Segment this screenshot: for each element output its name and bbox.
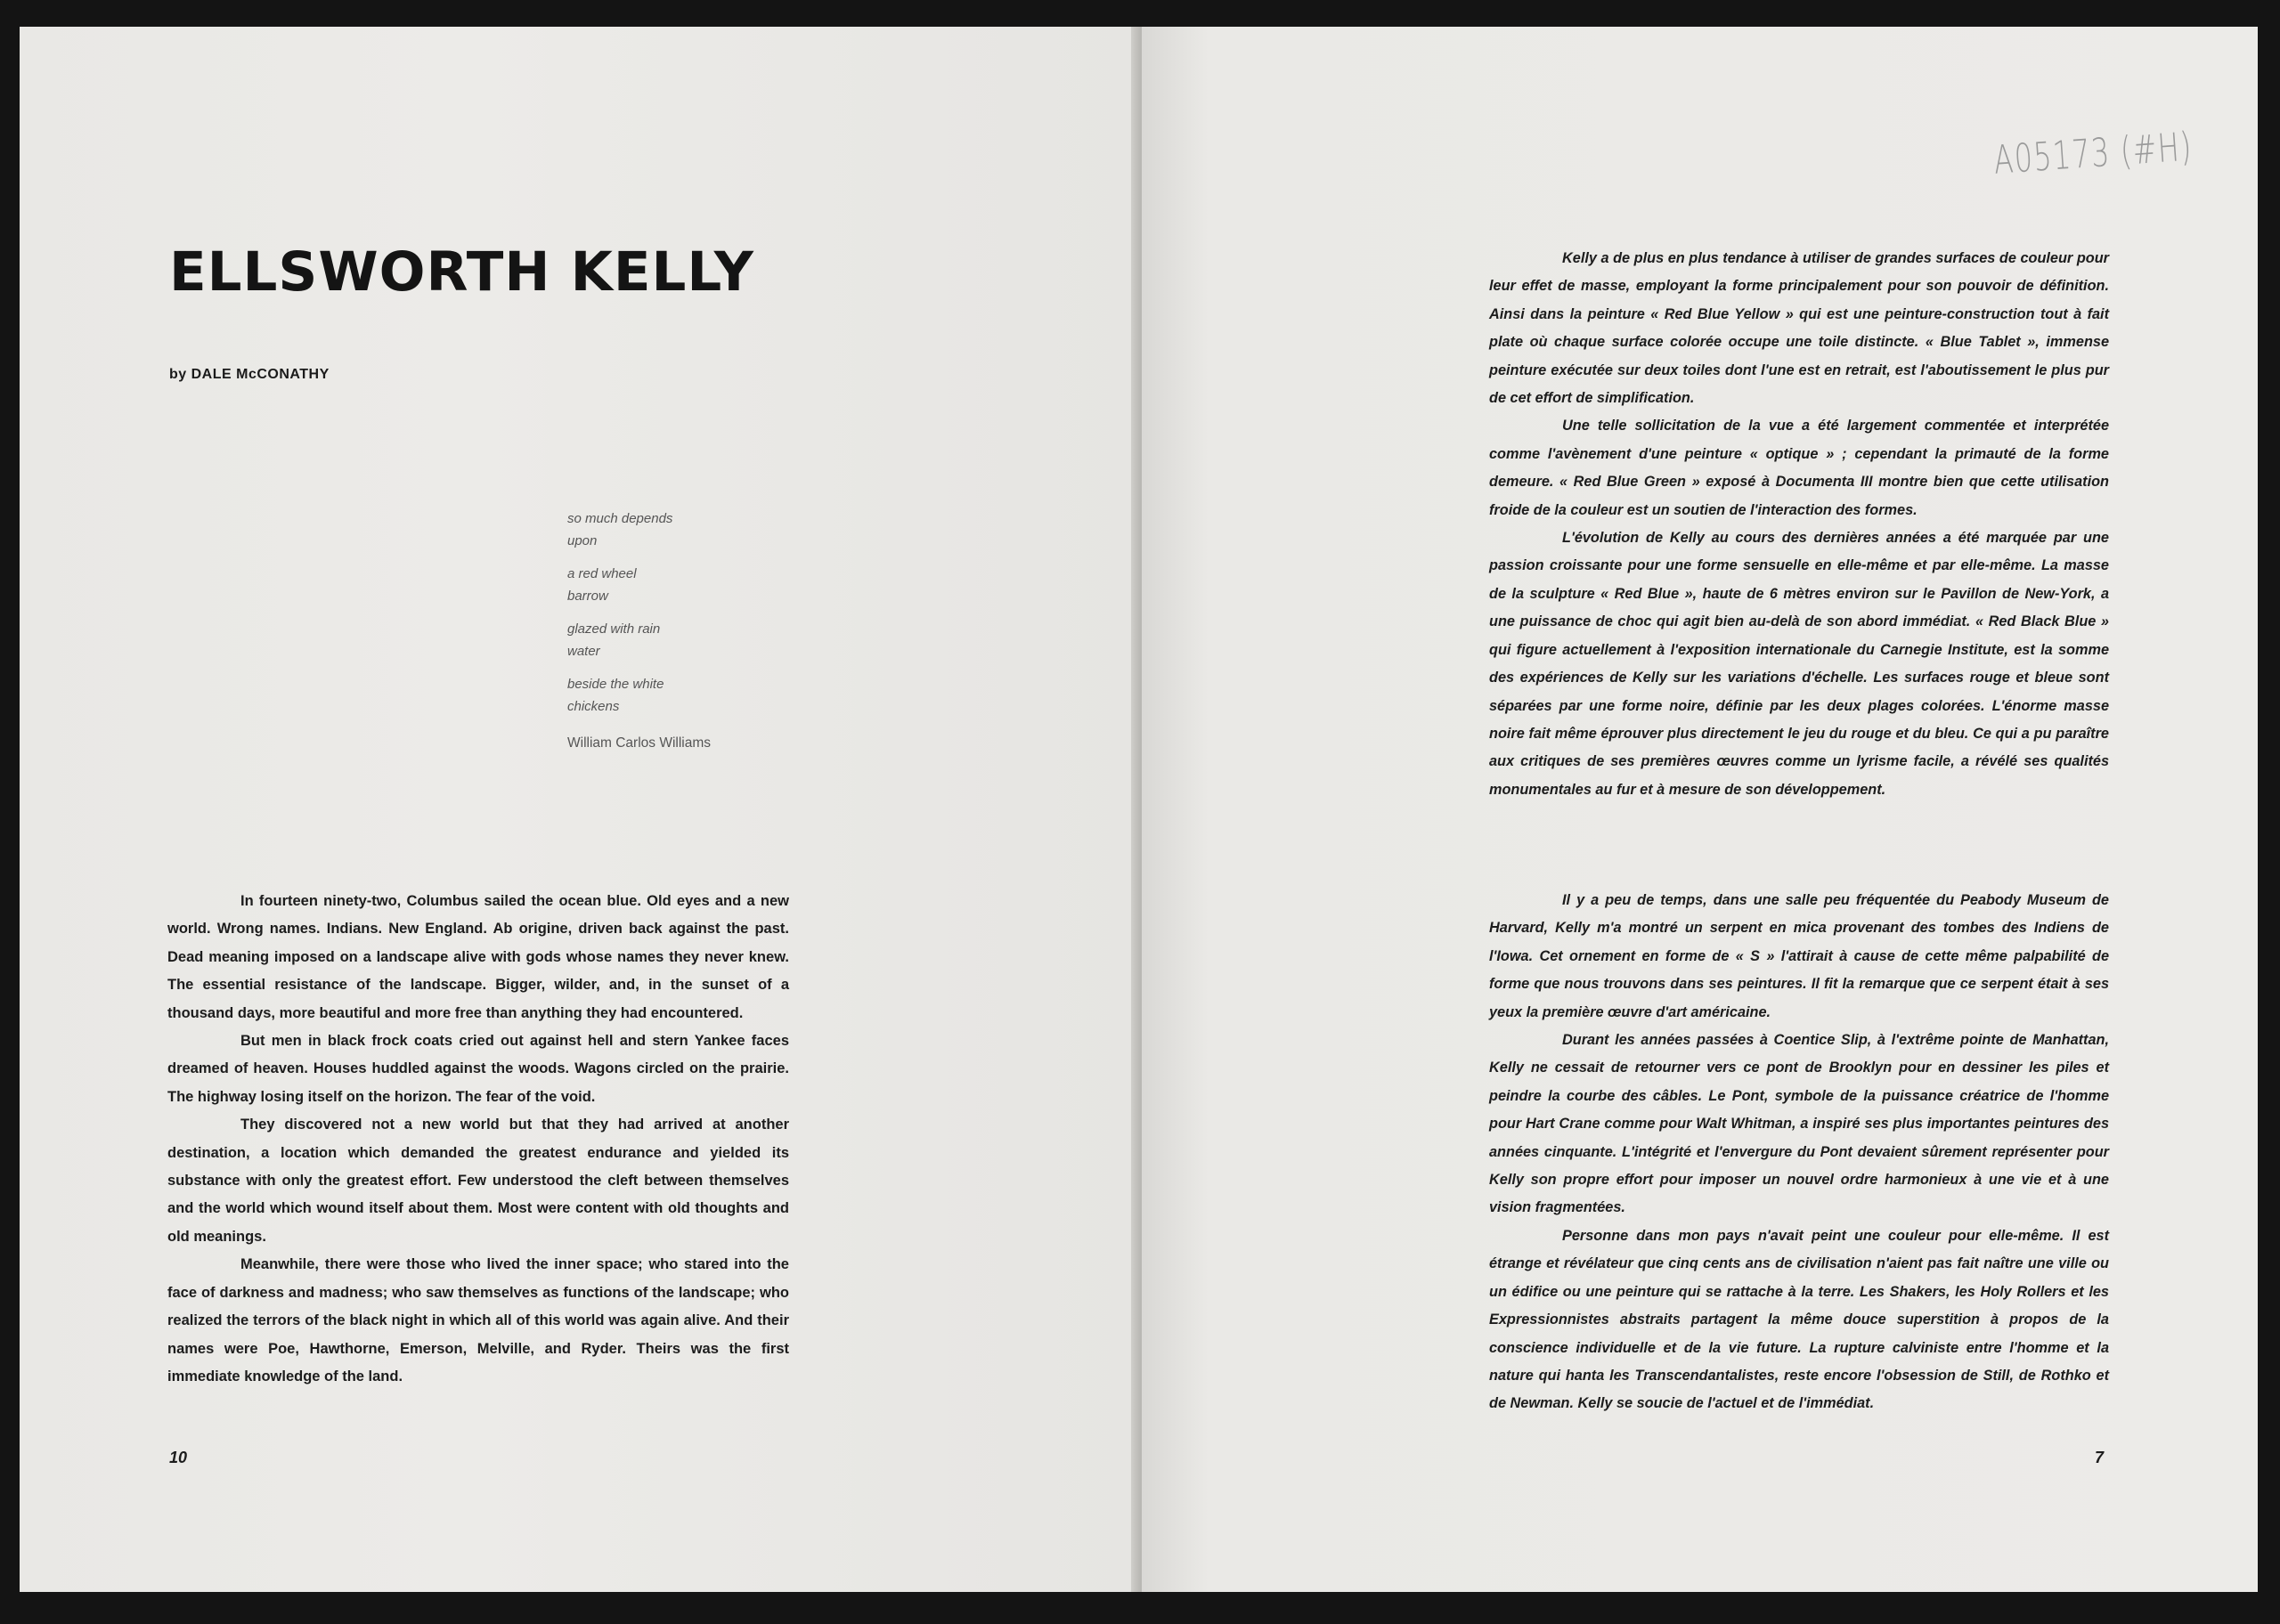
poem-line: beside the white — [567, 677, 664, 692]
poem-author: William Carlos Williams — [567, 735, 712, 751]
left-page — [20, 27, 1140, 1592]
body-paragraph: In fourteen ninety-two, Columbus sailed the ocean blue. Old eyes and a new world. Wrong names. Indians. New England. Ab origine, driven back against the past. Dead meaning imposed on a landscape alive with gods whose names they never knew. The essential resistance of the landscape. Bigger, wilder, and, in the sunset of a thousand days, more beautiful and more free than anything they had encountered. — [167, 893, 789, 1021]
archive-handwritten-mark: A05173 (#H) — [1992, 124, 2194, 183]
article-body-french-top — [1489, 245, 2109, 804]
poem-line: water — [567, 644, 600, 659]
article-title: ELLSWORTH KELLY — [169, 240, 754, 304]
body-paragraph: Meanwhile, there were those who lived the inner space; who stared into the face of darkness and madness; who saw themselves as functions of the landscape; who realized the terrors of the black night in which all of this world was again alive. And their names were Poe, Hawthorne, Emerson, Melville, and Ryder. Theirs was the first immediate knowledge of the land. — [167, 1256, 789, 1384]
poem-stanza — [567, 618, 799, 662]
article-body-english — [167, 888, 789, 1391]
page-number: 7 — [2095, 1449, 2105, 1466]
byline: by DALE McCONATHY — [169, 367, 330, 382]
epigraph-poem — [567, 508, 799, 754]
poem-line: so much depends — [567, 511, 673, 526]
poem-stanza — [567, 673, 799, 718]
body-paragraph: They discovered not a new world but that they had arrived at another destination, a location which demanded the greatest endurance and yielded its substance with only the greatest effort. Few understood the cleft between themselves and the world which wound itself about them. Most were content with old thoughts and old meanings. — [167, 1116, 789, 1245]
body-paragraph: L'évolution de Kelly au cours des dernières années a été marquée par une passion croissante pour une forme sensuelle en elle-même et par elle-même. La masse de la sculpture « Red Blue », haute de 6 mètres environ sur le Pavillon de New-York, a une puissance de choc qui agit bien au-delà de son abord immédiat. « Red Black Blue » qui figure actuellement à l'exposition internationale du Carnegie Institute, est la somme des expériences de Kelly sur les variations d'échelle. Les surfaces rouge et bleue sont séparées par une forme noire, définie par les deux plages colorées. L'énorme masse noire fait même éprouver plus directement le jeu du rouge et du bleu. Ce qui a pu paraître aux critiques de ses premières œuvres comme un lyrisme facile, a révélé ses qualités monumentales au fur et à mesure de son développement. — [1489, 530, 2109, 798]
body-paragraph: Durant les années passées à Coentice Slip, à l'extrême pointe de Manhattan, Kelly ne cessait de retourner vers ce pont de Brooklyn pour en dessiner les piles et peindre la courbe des câbles. Le Pont, symbole de la puissance créatrice de l'homme pour Hart Crane comme pour Walt Whitman, a inspiré ses plus importantes peintures des années cinquante. L'intégrité et l'envergure du Pont devaient sûrement représenter pour Kelly son propre effort pour imposer un nouvel ordre harmonieux à une vie et à une vision fragmentées. — [1489, 1032, 2109, 1216]
body-paragraph: Personne dans mon pays n'avait peint une couleur pour elle-même. Il est étrange et révélateur que cinq cents ans de civilisation n'aient pas fait naître une ville ou un édifice ou une peinture qui se rattache à la terre. Les Shakers, les Holy Rollers et les Expressionnistes abstraits partagent la même douce superstition à propos de la conscience individuelle et de la vie future. La rupture calviniste entre l'homme et la nature qui hanta les Transcendantalistes, reste encore l'obsession de Still, de Rothko et de Newman. Kelly se soucie de l'actuel et de l'immédiat. — [1489, 1227, 2109, 1412]
article-body-french-bottom — [1489, 887, 2109, 1418]
poem-line: a red wheel — [567, 566, 637, 581]
poem-line: glazed with rain — [567, 621, 661, 637]
body-paragraph: Une telle sollicitation de la vue a été largement commentée et interprétée comme l'avènement d'une peinture « optique » ; cependant la primauté de la forme demeure. « Red Blue Green » exposé à Documenta III montre bien que cette utilisation froide de la couleur est un soutien de l'interaction des formes. — [1489, 418, 2109, 518]
body-paragraph: Kelly a de plus en plus tendance à utiliser de grandes surfaces de couleur pour leur effet de masse, employant la forme principalement pour son pouvoir de définition. Ainsi dans la peinture « Red Blue Yellow » qui est une peinture-construction tout à fait plate où chaque surface colorée occupe une toile distincte. « Blue Tablet », immense peinture exécutée sur deux toiles dont l'une est en retrait, est l'aboutissement le plus pur de cet effort de simplification. — [1489, 250, 2109, 407]
page-number: 10 — [169, 1449, 188, 1466]
poem-stanza — [567, 563, 799, 607]
body-paragraph: Il y a peu de temps, dans une salle peu fréquentée du Peabody Museum de Harvard, Kelly m'a montré un serpent en mica provenant des tombes des Indiens de l'Iowa. Cet ornement en forme de « S » l'attirait à cause de cette même palpabilité de forme que nous trouvons dans ses peintures. Il fit la remarque que ce serpent était à ses yeux la première œuvre d'art américaine. — [1489, 892, 2109, 1020]
poem-line: barrow — [567, 589, 608, 604]
poem-stanza — [567, 508, 799, 552]
right-page — [1142, 27, 2258, 1592]
poem-line: upon — [567, 533, 598, 548]
poem-line: chickens — [567, 699, 620, 714]
body-paragraph: But men in black frock coats cried out against hell and stern Yankee faces dreamed of heaven. Houses huddled against the woods. Wagons circled on the prairie. The highway losing itself on the horizon. The fear of the void. — [167, 1033, 789, 1105]
